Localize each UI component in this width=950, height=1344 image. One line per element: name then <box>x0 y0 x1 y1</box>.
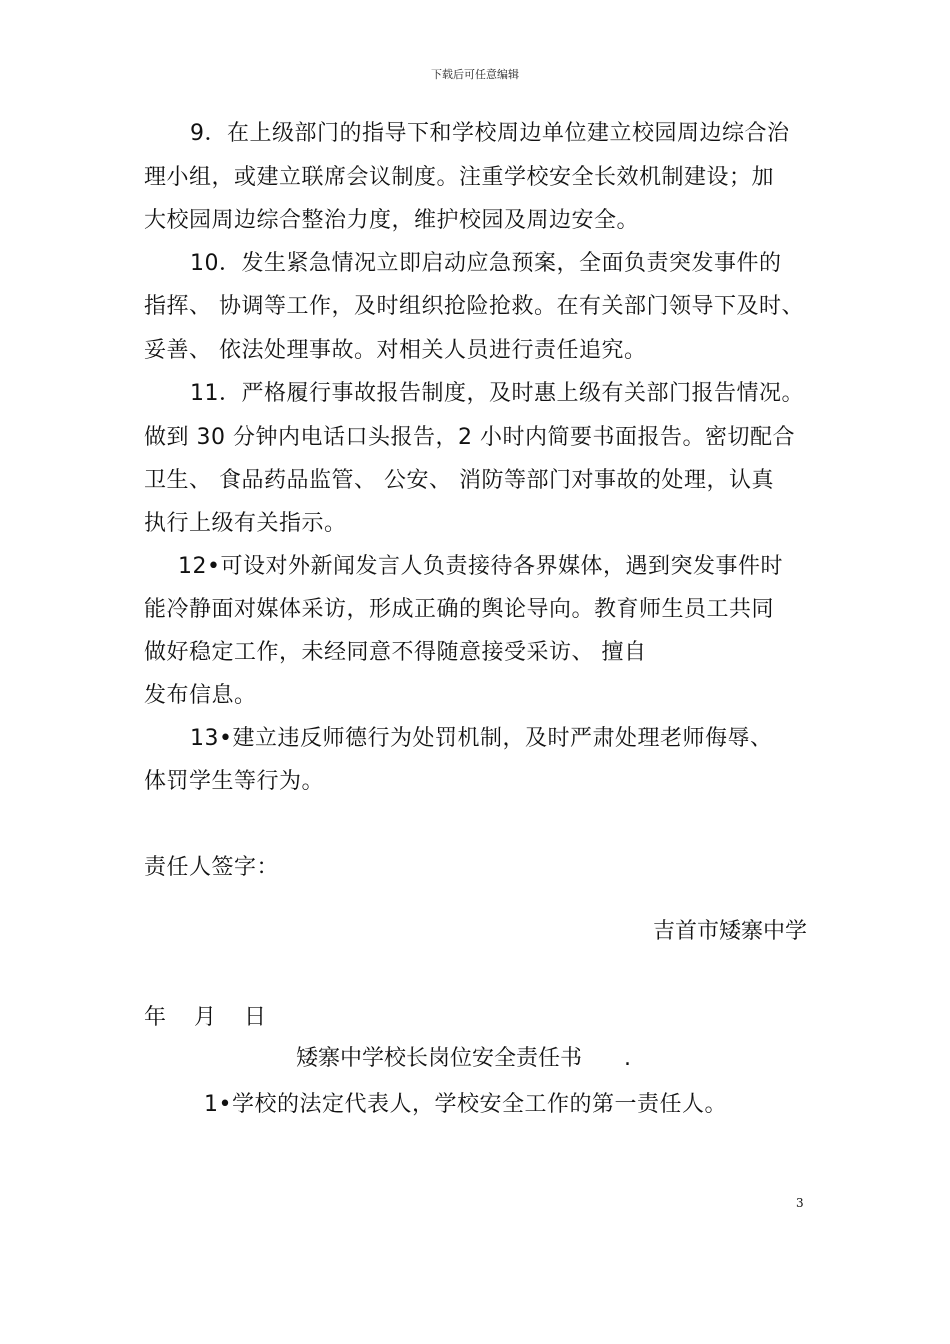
paragraph-9-line-3: 大校园周边综合整治力度，维护校园及周边安全。 <box>144 208 640 233</box>
section-item-1: 1•学校的法定代表人，学校安全工作的第一责任人。 <box>204 1092 727 1117</box>
paragraph-12-line-3: 做好稳定工作，未经同意不得随意接受采访、 擅自 <box>144 640 647 665</box>
page-number: 3 <box>796 1196 804 1210</box>
paragraph-11-line-4: 执行上级有关指示。 <box>144 511 347 536</box>
paragraph-10-line-3: 妥善、 依法处理事故。对相关人员进行责任追究。 <box>144 338 647 363</box>
paragraph-9-line-2: 理小组，或建立联席会议制度。注重学校安全长效机制建设；加 <box>144 165 775 190</box>
paragraph-10-line-2: 指挥、 协调等工作，及时组织抢险抢救。在有关部门领导下及时、 <box>144 294 804 319</box>
paragraph-13-line-1: 13•建立违反师德行为处罚机制，及时严肃处理老师侮辱、 <box>190 726 773 751</box>
paragraph-9-line-1: 9．在上级部门的指导下和学校周边单位建立校园周边综合治 <box>190 121 790 146</box>
page-header-note: 下载后可任意编辑 <box>431 68 519 81</box>
paragraph-12-line-4: 发布信息。 <box>144 683 257 708</box>
paragraph-10-line-1: 10．发生紧急情况立即启动应急预案，全面负责突发事件的 <box>190 251 782 276</box>
paragraph-12-line-2: 能冷静面对媒体采访，形成正确的舆论导向。教育师生员工共同 <box>144 597 775 622</box>
signing-organization: 吉首市矮寨中学 <box>652 919 807 944</box>
paragraph-12-line-1: 12•可设对外新闻发言人负责接待各界媒体，遇到突发事件时 <box>178 554 783 579</box>
signature-label: 责任人签字： <box>144 855 280 880</box>
paragraph-13-line-2: 体罚学生等行为。 <box>144 769 325 794</box>
paragraph-11-line-1: 11．严格履行事故报告制度，及时惠上级有关部门报告情况。 <box>190 381 804 406</box>
signature-date: 年 月 日 <box>144 1005 266 1030</box>
section-title: 矮寨中学校长岗位安全责任书 . <box>296 1046 631 1071</box>
paragraph-11-line-2: 做到 30 分钟内电话口头报告，2 小时内简要书面报告。密切配合 <box>144 425 795 450</box>
paragraph-11-line-3: 卫生、 食品药品监管、 公安、 消防等部门对事故的处理，认真 <box>144 468 774 493</box>
